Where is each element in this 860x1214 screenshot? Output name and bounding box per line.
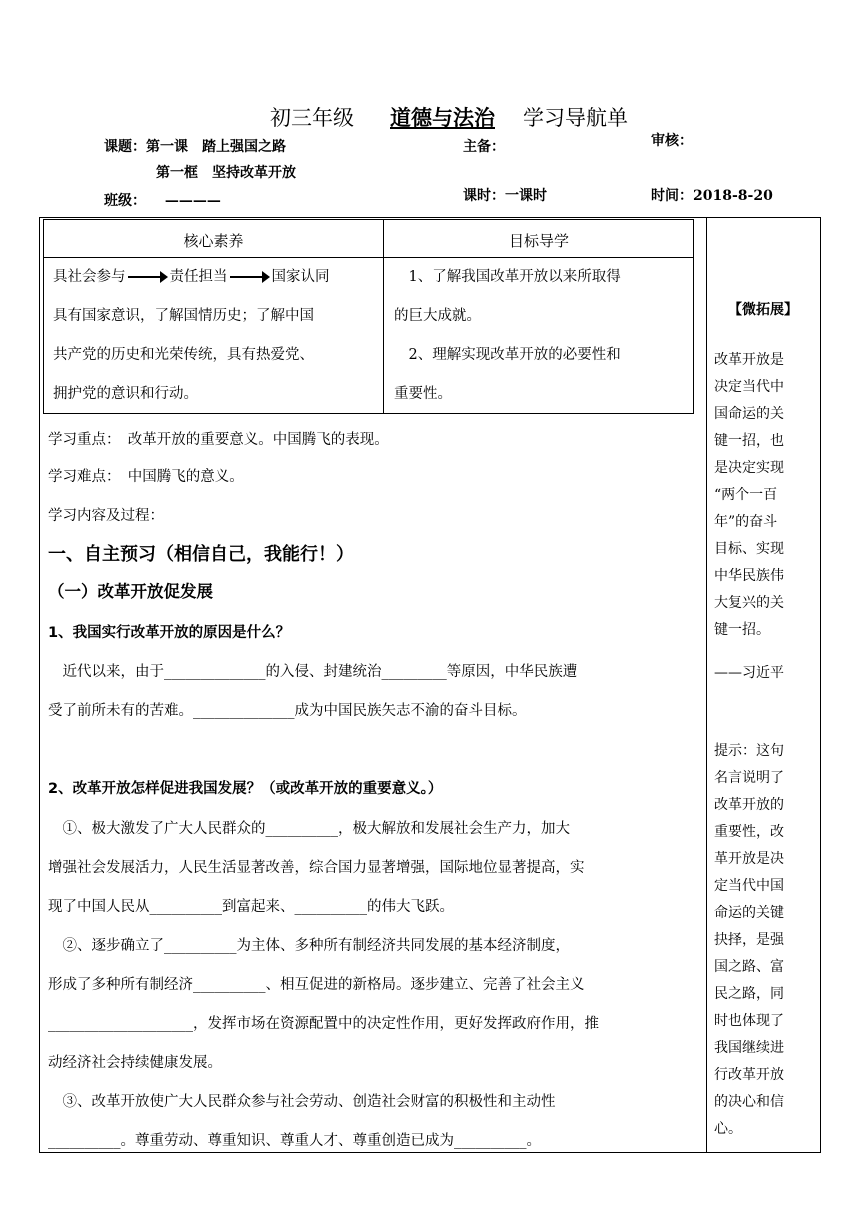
question-1-line-1: 近代以来，由于______________的入侵、封建统治_________等原因，中华民族遭: [48, 664, 578, 680]
quote-line: 是决定实现: [714, 460, 784, 476]
core-literacy-cell: [53, 258, 381, 414]
core-line-3: 共产党的历史和光荣传统，具有热爱党、: [53, 347, 314, 363]
hint-line: 提示：这句: [714, 743, 784, 759]
subject-label: 道德与法治: [390, 105, 495, 130]
hint-line: 定当代中国: [714, 878, 784, 894]
quote-line: 目标、实现: [714, 541, 784, 557]
quote-line: 中华民族伟: [714, 568, 784, 584]
point-1-line-3: 现了中国人民从__________到富起来、__________的伟大飞跃。: [48, 899, 454, 915]
core-line-2: 具有国家意识，了解国情历史；了解中国: [53, 308, 314, 324]
hint-line: 改革开放的: [714, 797, 784, 813]
hint-line: 重要性，改: [714, 824, 784, 840]
point-1-line-2: 增强社会发展活力，人民生活显著改善，综合国力显著增强，国际地位显著提高，实: [48, 860, 585, 876]
core-item-participation: 具社会参与: [53, 269, 126, 285]
question-2: 2、改革开放怎样促进我国发展？（或改革开放的重要意义。）: [48, 781, 443, 797]
hint-line: 我国继续进: [714, 1040, 784, 1056]
quote-line: “两个一百: [714, 487, 778, 503]
sidebar-divider: [706, 217, 707, 1153]
core-line-1: [53, 258, 381, 297]
point-3-line-1: ③、改革开放使广大人民群众参与社会劳动、创造社会财富的积极性和主动性: [48, 1094, 556, 1110]
quote-line: 改革开放是: [714, 352, 784, 368]
question-1: 1、我国实行改革开放的原因是什么？: [48, 625, 291, 641]
question-1-line-2: 受了前所未有的苦难。______________成为中国民族矢志不渝的奋斗目标。: [48, 703, 527, 719]
point-2-line-2: 形成了多种所有制经济__________、相互促进的新格局。逐步建立、完善了社会主义: [48, 977, 585, 993]
goal-line-3: 2、理解实现改革开放的必要性和: [394, 347, 621, 363]
key-point: 学习重点： 改革开放的重要意义。中国腾飞的表现。: [48, 432, 389, 448]
point-2-line-3: ____________________，发挥市场在资源配置中的决定性作用，更好发挥政府作用，推: [48, 1016, 599, 1032]
goal-line-1: 1、了解我国改革开放以来所取得: [394, 269, 621, 285]
hint-line: 革开放是决: [714, 851, 784, 867]
goal-guide-cell: [394, 258, 692, 414]
date-label: 时间：2018-8-20: [651, 188, 773, 204]
class-field: [104, 190, 221, 210]
quote-line: 键一招。: [714, 622, 770, 638]
hint-line: 国之路、富: [714, 959, 784, 975]
goal-table: [43, 219, 694, 414]
hint-line: 命运的关键: [714, 905, 784, 921]
point-1-line-1: ①、极大激发了广大人民群众的__________，极大解放和发展社会生产力，加大: [48, 821, 570, 837]
quote-line: 键一招，也: [714, 433, 784, 449]
grade-label: 初三年级: [270, 106, 354, 130]
point-2-line-4: 动经济社会持续健康发展。: [48, 1055, 222, 1071]
quote-line: 决定当代中: [714, 379, 784, 395]
class-blank: ————: [164, 193, 221, 209]
core-line-4: 拥护党的意识和行动。: [53, 386, 198, 402]
hint-line: 时也体现了: [714, 1013, 784, 1029]
arrow-icon: [230, 276, 270, 278]
quote-line: 年”的奋斗: [714, 514, 778, 530]
sidebar-quote: [714, 347, 812, 644]
quote-author: ——习近平: [714, 665, 784, 681]
difficulty: 学习难点： 中国腾飞的意义。: [48, 469, 244, 485]
hint-line: 名言说明了: [714, 770, 784, 786]
lesson-line-2: 第一框 坚持改革开放: [156, 165, 296, 181]
reviewer-label: 审核：: [651, 133, 693, 149]
period-label: 课时：一课时: [463, 188, 547, 204]
goal-guide-header: 目标导学: [508, 232, 569, 250]
point-2-line-1: ②、逐步确立了__________为主体、多种所有制经济共同发展的基本经济制度，: [48, 938, 570, 954]
hint-line: 行改革开放: [714, 1067, 784, 1083]
core-item-identity: 国家认同: [271, 269, 330, 285]
point-3-line-2: __________。尊重劳动、尊重知识、尊重人才、尊重创造已成为__________。: [48, 1133, 541, 1149]
quote-line: 国命运的关: [714, 406, 784, 422]
core-item-responsibility: 责任担当: [169, 269, 228, 285]
sidebar-title: 【微拓展】: [728, 302, 798, 318]
core-literacy-header: 核心素养: [183, 232, 244, 250]
hint-line: 心。: [714, 1121, 742, 1137]
quote-line: 大复兴的关: [714, 595, 784, 611]
section-1-heading: 一、自主预习（相信自己，我能行！）: [48, 544, 354, 565]
process-label: 学习内容及过程：: [48, 508, 164, 524]
lesson-line-1: 课题：第一课 踏上强国之路: [104, 139, 286, 155]
hint-line: 的决心和信: [714, 1094, 784, 1110]
arrow-icon: [128, 276, 168, 278]
page-title: [270, 102, 628, 132]
class-label: 班级：: [104, 193, 146, 209]
hint-line: 抉择，是强: [714, 932, 784, 948]
subsection-1-heading: （一）改革开放促发展: [48, 582, 213, 601]
goal-line-4: 重要性。: [394, 386, 452, 402]
goal-line-2: 的巨大成就。: [394, 308, 481, 324]
hint-line: 民之路，同: [714, 986, 784, 1002]
preparer-label: 主备：: [463, 139, 505, 155]
sidebar-hint: [714, 738, 812, 1143]
doc-type-label: 学习导航单: [523, 106, 628, 130]
